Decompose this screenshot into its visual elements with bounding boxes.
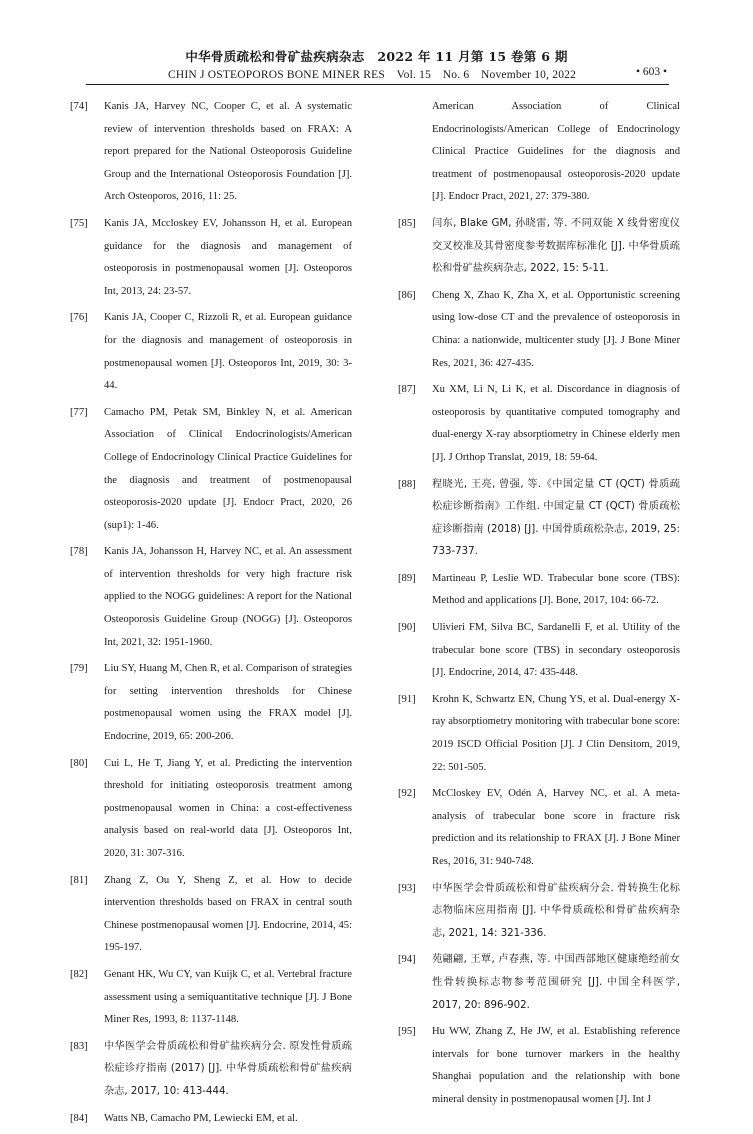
- reference-item: [415, 96, 680, 209]
- header-rule: [86, 84, 669, 85]
- reference-text: 中华医学会骨质疏松和骨矿盐疾病分会. 骨转换生化标志物临床应用指南 [J]. 中华骨质疏松和骨矿盐疾病杂志, 2021, 14: 321-336.: [432, 882, 680, 939]
- reference-item: [398, 783, 680, 873]
- reference-item: [398, 689, 680, 779]
- reference-item: [398, 878, 680, 946]
- reference-item: [398, 379, 680, 469]
- reference-item: [70, 96, 352, 209]
- reference-item: [70, 1108, 352, 1131]
- reference-number: [95]: [398, 1026, 416, 1038]
- reference-text: 程晓光, 王亮, 曾强, 等.《中国定量 CT (QCT) 骨质疏松症诊断指南》工作组. 中国定量 CT (QCT) 骨质疏松症诊断指南 (2018) [J]. 中国骨质疏松杂志, 2019, 25: 733-737.: [432, 478, 680, 558]
- page-number: • 603 •: [635, 66, 667, 78]
- reference-item: [70, 1036, 352, 1104]
- page-header: [0, 0, 753, 84]
- reference-number: [92]: [398, 788, 416, 800]
- reference-text: Cui L, He T, Jiang Y, et al. Predicting the intervention threshold for initiating osteoporosis treatment among postmenopausal women in China: a cost-effectiveness analysis based on real-world data [J]. Osteoporos Int, 2020, 31: 307-316.: [104, 757, 352, 859]
- reference-item: [70, 541, 352, 654]
- reference-text: Genant HK, Wu CY, van Kuijk C, et al. Vertebral fracture assessment using a semiquantitative technique [J]. J Bone Miner Res, 1993, 8: 1137-1148.: [104, 968, 352, 1026]
- reference-item: [70, 402, 352, 538]
- reference-item: [70, 213, 352, 303]
- reference-number: [74]: [70, 101, 88, 112]
- reference-number: [81]: [70, 874, 88, 886]
- reference-text: McCloskey EV, Odén A, Harvey NC, et al. A meta-analysis of trabecular bone score in fracture risk prediction and its relationship to FRAX [J]. J Bone Miner Res, 2016, 31: 940-748.: [432, 788, 680, 867]
- reference-text: Kanis JA, Johansson H, Harvey NC, et al. An assessment of intervention thresholds for very high fracture risk applied to the NOGG guidelines: A report for the National Osteoporosis Guideline Group (NOGG) [J]. Osteoporos Int, 2021, 32: 1951-1960.: [104, 546, 352, 648]
- reference-text: Zhang Z, Ou Y, Sheng Z, et al. How to decide intervention thresholds based on FRAX in central south Chinese postmenopausal women [J]. Endocrine, 2014, 45: 195-197.: [104, 874, 352, 954]
- reference-text: Krohn K, Schwartz EN, Chung YS, et al. Dual-energy X-ray absorptiometry monitoring with trabecular bone score: 2019 ISCD Official Position [J]. J Clin Densitom, 2019, 22: 501-505.: [432, 693, 680, 773]
- reference-text: 闫东, Blake GM, 孙晓雷, 等. 不同双能 X 线骨密度仪交叉校准及其骨密度参考数据库标准化 [J]. 中华骨质疏松和骨矿盐疾病杂志, 2022, 15: 5-11.: [432, 217, 680, 275]
- reference-number: [90]: [398, 622, 416, 634]
- reference-number: [75]: [70, 217, 88, 229]
- reference-item: [70, 658, 352, 748]
- reference-number: [93]: [398, 882, 416, 894]
- reference-text: Kanis JA, Mccloskey EV, Johansson H, et al. European guidance for the diagnosis and management of osteoporosis in postmenopausal women [J]. Osteoporos Int, 2013, 24: 23-57.: [104, 217, 352, 297]
- reference-number: [85]: [398, 217, 416, 229]
- reference-item: [70, 753, 352, 866]
- reference-item: [70, 870, 352, 960]
- reference-text: 中华医学会骨质疏松和骨矿盐疾病分会. 原发性骨质疏松症诊疗指南 (2017) [J]. 中华骨质疏松和骨矿盐疾病杂志, 2017, 10: 413-444.: [104, 1040, 352, 1097]
- reference-number: [76]: [70, 312, 88, 324]
- reference-number: [79]: [70, 663, 88, 675]
- reference-text: Cheng X, Zhao K, Zha X, et al. Opportunistic screening using low-dose CT and the prevalence of osteoporosis in China: a nationwide, multicenter study [J]. J Bone Miner Res, 2021, 36: 427-435.: [432, 289, 680, 369]
- reference-text: Ulivieri FM, Silva BC, Sardanelli F, et al. Utility of the trabecular bone score (TBS) in secondary osteoporosis [J]. Endocrine, 2014, 47: 435-448.: [432, 622, 680, 679]
- reference-number: [82]: [70, 968, 88, 980]
- reference-text: Xu XM, Li N, Li K, et al. Discordance in diagnosis of osteoporosis by quantitative computed tomography and dual-energy X-ray absorptiometry in Chinese elderly men [J]. J Orthop Translat, 2019, 18: 59-64.: [432, 384, 680, 463]
- reference-item: [398, 617, 680, 685]
- reference-item: [398, 474, 680, 564]
- journal-title-english: CHIN J OSTEOPOROS BONE MINER RES Vol. 15 No. 6 November 10, 2022: [168, 69, 577, 81]
- reference-item: [70, 307, 352, 397]
- reference-number: [88]: [398, 478, 416, 490]
- reference-text: Hu WW, Zhang Z, He JW, et al. Establishing reference intervals for bone turnover markers in the healthy Shanghai population and the relationship with bone mineral density in postmenopausal women [J]. Int J: [432, 1026, 680, 1105]
- reference-item: [398, 568, 680, 613]
- reference-number: [94]: [398, 954, 416, 966]
- reference-text: 苑翩翩, 王覃, 卢春燕, 等. 中国西部地区健康绝经前女性骨转换标志物参考范围研究 [J]. 中国全科医学, 2017, 20: 896-902.: [432, 954, 680, 1011]
- reference-text: Kanis JA, Harvey NC, Cooper C, et al. A systematic review of intervention thresholds based on FRAX: A report prepared for the National Osteoporosis Guideline Group and the International Osteoporosis Foundation [J]. Arch Osteoporos, 2016, 11: 25.: [104, 101, 352, 203]
- reference-item: [398, 1021, 680, 1111]
- reference-text: Liu SY, Huang M, Chen R, et al. Comparison of strategies for setting intervention thresholds for Chinese postmenopausal women using the FRAX model [J]. Endocrine, 2019, 65: 200-206.: [104, 663, 352, 743]
- reference-number: [84]: [70, 1112, 88, 1124]
- reference-item: [398, 285, 680, 375]
- reference-text: Kanis JA, Cooper C, Rizzoli R, et al. European guidance for the diagnosis and management of osteoporosis in postmenopausal women [J]. Osteoporos Int, 2019, 30: 3-44.: [104, 312, 352, 392]
- reference-number: [87]: [398, 384, 416, 396]
- reference-text: Camacho PM, Petak SM, Binkley N, et al. American Association of Clinical Endocrinologists/American College of Endocrinology Clinical Practice Guidelines for the diagnosis and treatment of postmenopausal osteoporosis-2020 update [J]. Endocr Pract, 2020, 26 (sup1): 1-46.: [104, 406, 352, 531]
- reference-item: [398, 213, 680, 281]
- journal-title-chinese: 中华骨质疏松和骨矿盐疾病杂志 2022 年 11 月第 15 卷第 6 期: [185, 49, 568, 64]
- left-reference-column: [70, 96, 352, 1134]
- right-reference-column: [398, 96, 680, 1116]
- reference-text: American Association of Clinical Endocrinologists/American College of Endocrinology Clinical Practice Guidelines for the diagnosis and treatment of postmenopausal osteoporosis-2020 update [J]. Endocr Pract, 2021, 27: 379-380.: [432, 101, 680, 203]
- reference-text: Martineau P, Leslie WD. Trabecular bone score (TBS): Method and applications [J]. Bone, 2017, 104: 66-72.: [432, 572, 680, 607]
- reference-item: [398, 949, 680, 1017]
- reference-text: Watts NB, Camacho PM, Lewiecki EM, et al.: [104, 1112, 298, 1124]
- reference-number: [80]: [70, 757, 88, 769]
- reference-number: [89]: [398, 572, 416, 584]
- reference-number: [86]: [398, 289, 416, 301]
- reference-number: [83]: [70, 1040, 88, 1052]
- reference-number: [78]: [70, 546, 88, 558]
- reference-number: [91]: [398, 693, 416, 705]
- reference-item: [70, 964, 352, 1032]
- reference-number: [77]: [70, 406, 88, 418]
